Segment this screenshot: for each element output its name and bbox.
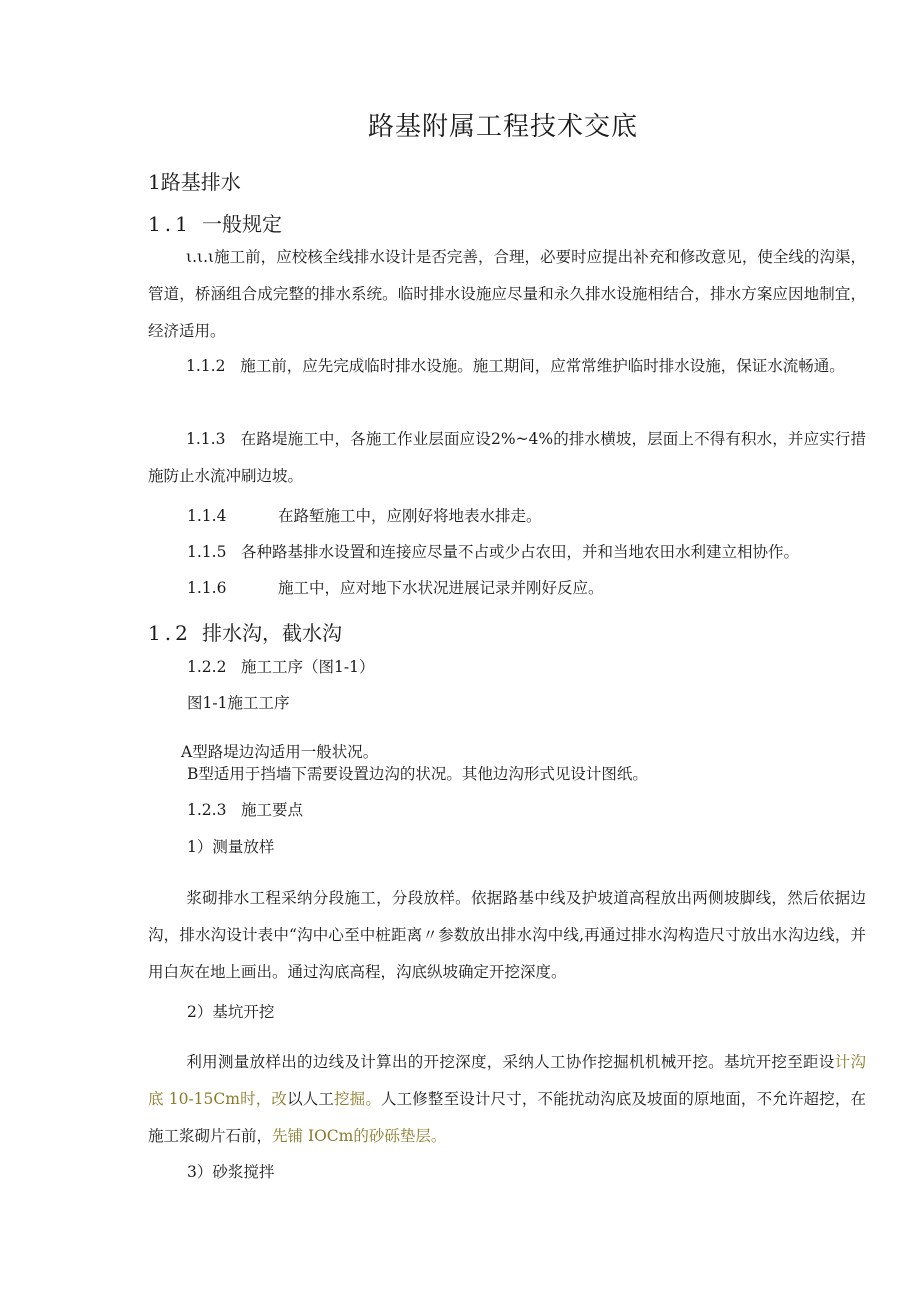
paragraph-text: 人工修整至设计尺寸，不能扰动沟底及坡面的原地面，不允许超挖，在施工浆砌片石前，	[148, 1090, 866, 1145]
paragraph-number: 1.1.2	[186, 357, 226, 375]
paragraph-text: 利用测量放样出的边线及计算出的开挖深度，采纳人工协作挖掘机机械开挖。基坑开挖至距设	[186, 1053, 835, 1071]
paragraph-text: 施工前，应先完成临时排水设施。施工期间，应常常维护临时排水设施，保证水流畅通。	[240, 357, 845, 375]
paragraph-text: 浆砌排水工程采纳分段施工，分段放样。依据路基中线及护坡道高程放出两侧坡脚线，然后依据边沟，排水沟设计表中“沟中心至中桩距离〃参数放出排水沟中线,再通过排水沟构造尺寸放出水沟边线，并用白灰在地上画出。通过沟底高程，沟底纵坡确定开挖深度。	[148, 889, 866, 981]
highlighted-text: 挖掘。	[334, 1090, 381, 1108]
paragraph-number: 1.2.3	[187, 801, 227, 819]
heading-text: 一般规定	[202, 212, 282, 236]
section-heading-1: 1路基排水	[148, 170, 241, 194]
paragraph-1-1-2	[148, 348, 866, 385]
paragraph-1-2-2	[187, 655, 374, 677]
survey-paragraph	[148, 880, 866, 991]
paragraph-1-1-1	[148, 239, 866, 350]
step-mortar-heading: 3）砂浆搅拌	[187, 1163, 275, 1181]
paragraph-number: 1.1.3	[186, 430, 226, 448]
paragraph-number: 1.1.5	[187, 543, 227, 561]
paragraph-text: 施工中，应对地下水状况进展记录并刚好反应。	[278, 579, 604, 597]
paragraph-1-1-4	[187, 504, 542, 526]
section-heading-1-1	[148, 208, 282, 237]
note-type-b: B型适用于挡墙下需要设置边沟的状况。其他边沟形式见设计图纸。	[187, 765, 648, 783]
heading-text: 排水沟，截水沟	[202, 621, 342, 645]
step-excavation-heading: 2）基坑开挖	[187, 1003, 275, 1021]
paragraph-text: 在路堑施工中，应刚好将地表水排走。	[278, 507, 542, 525]
paragraph-text: 在路堤施工中，各施工作业层面应设2%~4%的排水横坡，层面上不得有积水，并应实行措施防止水流冲刷边坡。	[148, 430, 867, 485]
paragraph-number: ι.ι.ι	[186, 248, 215, 266]
document-title: 路基附属工程技术交底	[367, 112, 638, 142]
paragraph-number: 1.1.6	[187, 579, 227, 597]
step-survey-heading: 1）测量放样	[187, 838, 275, 856]
paragraph-text: 以人工	[287, 1090, 335, 1108]
note-type-a: A型路堤边沟适用一般状况。	[181, 743, 379, 761]
paragraph-1-1-3	[148, 421, 866, 495]
section-heading-1-2	[148, 617, 342, 646]
paragraph-1-1-5	[187, 540, 799, 562]
excavation-paragraph	[148, 1044, 866, 1155]
highlighted-text: 计沟底 10-15Cm时，改	[148, 1053, 866, 1108]
paragraph-1-2-3	[187, 798, 303, 820]
paragraph-number: 1.2.2	[187, 658, 227, 676]
highlighted-text: 先铺 IOCm的砂砾垫层。	[272, 1127, 447, 1145]
paragraph-text: 施工前，应校核全线排水设计是否完善，合理，必要时应提出补充和修改意见，使全线的沟渠，管道，桥涵组合成完整的排水系统。临时排水设施应尽量和永久排水设施相结合，排水方案应因地制宜，经济适用。	[148, 248, 866, 340]
paragraph-text: 各种路基排水设置和连接应尽量不占或少占农田，并和当地农田水利建立相协作。	[241, 543, 800, 561]
paragraph-text: 施工要点	[241, 801, 304, 819]
heading-number: 1.2	[148, 621, 192, 645]
figure-caption: 图1-1施工工序	[187, 694, 290, 712]
paragraph-text: 施工工序（图1-1）	[241, 658, 375, 676]
paragraph-1-1-6	[187, 576, 604, 598]
heading-number: 1.1	[148, 212, 192, 236]
paragraph-number: 1.1.4	[187, 507, 227, 525]
